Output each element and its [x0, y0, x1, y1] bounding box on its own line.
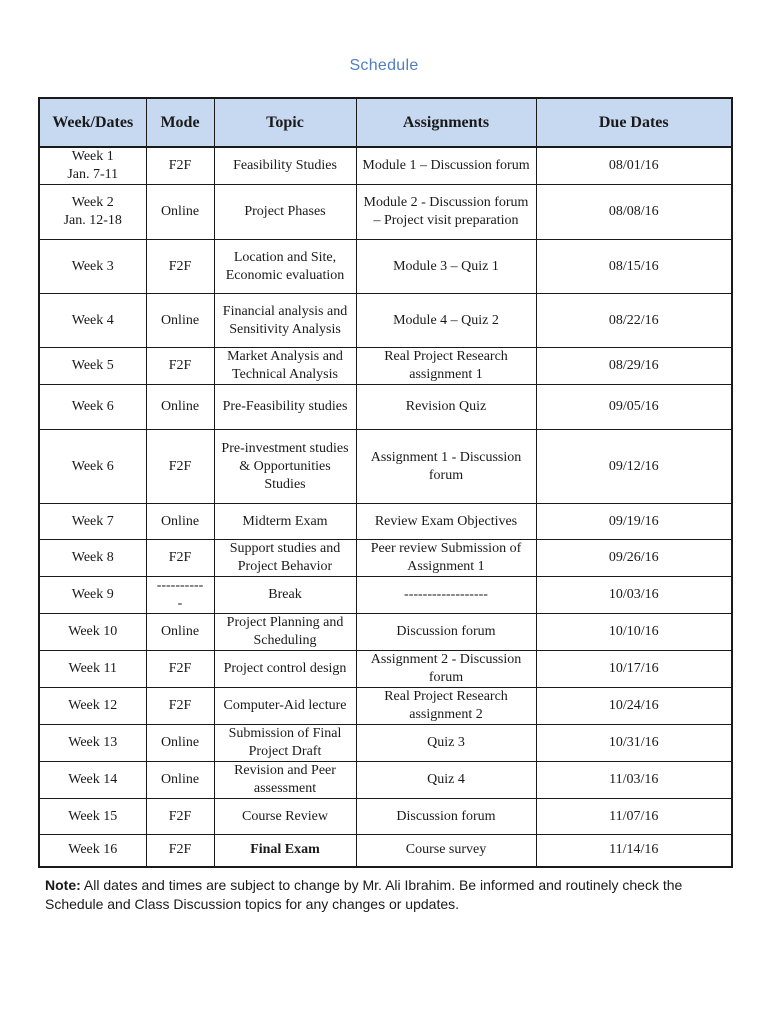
week-cell-text: Week 16	[68, 842, 118, 858]
mode-cell	[146, 504, 214, 540]
note-text: All dates and times are subject to change by Mr. Ali Ibrahim. Be informed and routinely check the Schedule and Class Discussion topics for any changes or updates.	[45, 877, 683, 912]
topic-cell-text: Break	[268, 587, 302, 602]
due-date-cell-text: 09/19/16	[608, 513, 659, 529]
due-date-cell	[536, 185, 732, 240]
mode-cell-text: Online	[160, 735, 200, 750]
week-cell-text: Week 6	[71, 399, 114, 414]
week-cell	[39, 614, 146, 651]
topic-cell-text: Final Exam	[250, 842, 320, 858]
week-cell	[39, 385, 146, 430]
assignment-cell	[356, 577, 536, 614]
week-cell-text: Week 13	[68, 735, 118, 750]
topic-cell	[214, 799, 356, 835]
week-cell	[39, 348, 146, 385]
topic-cell	[214, 725, 356, 762]
due-date-cell	[536, 385, 732, 430]
topic-cell	[214, 348, 356, 385]
topic-cell-text: Location and Site, Economic evaluation	[225, 249, 345, 283]
week-cell-text: Week 1 Jan. 7-11	[67, 149, 119, 182]
week-cell-text: Week 14	[68, 772, 118, 787]
mode-cell-text: F2F	[168, 661, 192, 676]
table-row	[39, 240, 732, 294]
due-date-cell	[536, 688, 732, 725]
mode-cell-text: F2F	[168, 842, 192, 858]
mode-cell-text: F2F	[168, 258, 192, 274]
assignment-cell-text: Module 2 - Discussion forum – Project visit preparation	[363, 195, 529, 228]
mode-cell-text: F2F	[168, 698, 192, 713]
schedule-body	[39, 147, 732, 867]
mode-cell	[146, 240, 214, 294]
week-cell	[39, 294, 146, 348]
mode-cell-text: F2F	[168, 458, 192, 474]
assignment-cell	[356, 651, 536, 688]
week-cell-text: Week 9	[71, 587, 114, 602]
assignment-cell-text: Quiz 3	[427, 735, 465, 750]
note-label: Note:	[45, 877, 81, 893]
assignment-cell	[356, 614, 536, 651]
due-date-cell	[536, 147, 732, 185]
topic-cell	[214, 688, 356, 725]
assignment-cell	[356, 147, 536, 185]
due-date-cell	[536, 348, 732, 385]
due-date-cell	[536, 835, 732, 867]
topic-cell	[214, 540, 356, 577]
table-row	[39, 799, 732, 835]
assignment-cell-text: Module 1 – Discussion forum	[362, 158, 530, 173]
week-cell	[39, 688, 146, 725]
table-row	[39, 762, 732, 799]
mode-cell-text: Online	[160, 204, 200, 219]
mode-cell	[146, 614, 214, 651]
due-date-cell-text: 10/24/16	[608, 698, 659, 713]
column-header-due-dates: Due Dates	[536, 98, 732, 147]
assignment-cell	[356, 725, 536, 762]
topic-cell	[214, 185, 356, 240]
topic-cell	[214, 385, 356, 430]
week-cell	[39, 147, 146, 185]
due-date-cell-text: 08/01/16	[608, 158, 659, 173]
due-date-cell-text: 08/22/16	[608, 312, 659, 328]
topic-cell-text: Financial analysis and Sensitivity Analysis	[222, 303, 348, 337]
topic-cell	[214, 504, 356, 540]
mode-cell	[146, 688, 214, 725]
topic-cell	[214, 294, 356, 348]
week-cell	[39, 504, 146, 540]
table-row	[39, 294, 732, 348]
week-cell-text: Week 7	[71, 513, 114, 529]
mode-cell	[146, 185, 214, 240]
assignment-cell-text: Review Exam Objectives	[374, 513, 518, 529]
mode-cell-text: F2F	[168, 808, 192, 824]
due-date-cell	[536, 762, 732, 799]
due-date-cell	[536, 651, 732, 688]
mode-cell	[146, 835, 214, 867]
mode-cell-text: Online	[160, 772, 200, 787]
topic-cell-text: Submission of Final Project Draft	[228, 726, 342, 759]
due-date-cell-text: 10/10/16	[608, 624, 659, 639]
week-cell-text: Week 3	[71, 258, 114, 274]
assignment-cell-text: Module 3 – Quiz 1	[393, 258, 499, 274]
topic-cell-text: Pre-investment studies & Opportunities Studies	[221, 440, 349, 492]
assignment-cell	[356, 540, 536, 577]
due-date-cell-text: 11/03/16	[609, 772, 659, 787]
mode-cell	[146, 651, 214, 688]
assignment-cell	[356, 504, 536, 540]
assignment-cell-text: ------------------	[404, 587, 488, 602]
assignment-cell	[356, 799, 536, 835]
table-row	[39, 504, 732, 540]
table-row	[39, 147, 732, 185]
mode-cell-text: F2F	[168, 358, 192, 373]
due-date-cell-text: 10/17/16	[608, 661, 659, 676]
assignment-cell	[356, 835, 536, 867]
mode-cell	[146, 540, 214, 577]
table-row	[39, 540, 732, 577]
topic-cell	[214, 651, 356, 688]
assignment-cell	[356, 430, 536, 504]
mode-cell-text: Online	[160, 399, 200, 414]
due-date-cell-text: 09/05/16	[608, 399, 659, 414]
week-cell	[39, 577, 146, 614]
due-date-cell	[536, 240, 732, 294]
week-cell	[39, 430, 146, 504]
topic-cell	[214, 614, 356, 651]
mode-cell	[146, 430, 214, 504]
due-date-cell	[536, 725, 732, 762]
due-date-cell-text: 11/07/16	[609, 808, 659, 824]
due-date-cell	[536, 577, 732, 614]
due-date-cell-text: 08/29/16	[608, 358, 659, 373]
week-cell	[39, 835, 146, 867]
assignment-cell-text: Module 4 – Quiz 2	[393, 312, 499, 328]
assignment-cell-text: Discussion forum	[396, 808, 496, 824]
topic-cell	[214, 430, 356, 504]
mode-cell	[146, 385, 214, 430]
assignment-cell-text: Peer review Submission of Assignment 1	[370, 541, 522, 574]
due-date-cell	[536, 614, 732, 651]
topic-cell-text: Course Review	[242, 808, 328, 824]
due-date-cell-text: 08/15/16	[608, 258, 659, 274]
table-row	[39, 348, 732, 385]
week-cell-text: Week 6	[71, 458, 114, 474]
assignment-cell-text: Course survey	[405, 842, 487, 858]
table-row	[39, 651, 732, 688]
topic-cell-text: Project Planning and Scheduling	[226, 615, 344, 648]
table-row	[39, 688, 732, 725]
mode-cell	[146, 799, 214, 835]
due-date-cell-text: 11/14/16	[609, 842, 659, 858]
topic-cell	[214, 147, 356, 185]
mode-cell	[146, 762, 214, 799]
assignment-cell-text: Real Project Research assignment 1	[384, 349, 508, 382]
mode-cell	[146, 725, 214, 762]
mode-cell-text: Online	[160, 513, 200, 529]
table-row	[39, 577, 732, 614]
topic-cell-text: Revision and Peer assessment	[234, 763, 336, 796]
column-header-topic: Topic	[214, 98, 356, 147]
table-row	[39, 430, 732, 504]
assignment-cell	[356, 385, 536, 430]
schedule-table	[38, 97, 733, 868]
due-date-cell-text: 10/03/16	[608, 587, 659, 602]
table-row	[39, 185, 732, 240]
week-cell-text: Week 11	[68, 661, 117, 676]
week-cell	[39, 240, 146, 294]
due-date-cell	[536, 294, 732, 348]
topic-cell-text: Market Analysis and Technical Analysis	[227, 349, 343, 382]
column-header-week: Week/Dates	[39, 98, 146, 147]
topic-cell-text: Support studies and Project Behavior	[229, 541, 341, 574]
table-row	[39, 835, 732, 867]
assignment-cell	[356, 348, 536, 385]
table-row	[39, 385, 732, 430]
week-cell-text: Week 2 Jan. 12-18	[63, 195, 122, 228]
header-row	[39, 98, 732, 147]
assignment-cell	[356, 294, 536, 348]
topic-cell-text: Feasibility Studies	[233, 158, 337, 173]
assignment-cell-text: Discussion forum	[396, 624, 496, 639]
assignment-cell-text: Revision Quiz	[405, 399, 487, 414]
week-cell	[39, 799, 146, 835]
week-cell-text: Week 8	[71, 550, 114, 565]
topic-cell-text: Computer-Aid lecture	[223, 698, 347, 713]
table-row	[39, 614, 732, 651]
topic-cell-text: Project control design	[223, 661, 347, 676]
due-date-cell-text: 08/08/16	[608, 204, 659, 219]
week-cell	[39, 762, 146, 799]
assignment-cell-text: Assignment 1 - Discussion forum	[370, 449, 522, 483]
topic-cell-text: Pre-Feasibility studies	[222, 399, 348, 414]
page-title: Schedule	[349, 57, 419, 74]
due-date-cell	[536, 430, 732, 504]
topic-cell	[214, 240, 356, 294]
due-date-cell	[536, 504, 732, 540]
mode-cell	[146, 147, 214, 185]
mode-cell-text: F2F	[168, 550, 192, 565]
week-cell-text: Week 12	[68, 698, 118, 713]
assignment-cell-text: Assignment 2 - Discussion forum	[370, 652, 522, 685]
topic-cell	[214, 835, 356, 867]
mode-cell-text: ---------- -	[156, 578, 204, 611]
due-date-cell	[536, 540, 732, 577]
mode-cell-text: F2F	[168, 158, 192, 173]
mode-cell-text: Online	[160, 624, 200, 639]
assignment-cell	[356, 240, 536, 294]
assignment-cell-text: Real Project Research assignment 2	[384, 689, 508, 722]
week-cell	[39, 651, 146, 688]
topic-cell	[214, 577, 356, 614]
footnote	[45, 876, 735, 914]
week-cell	[39, 725, 146, 762]
week-cell-text: Week 4	[71, 312, 114, 328]
topic-cell-text: Midterm Exam	[242, 513, 328, 529]
week-cell-text: Week 10	[68, 624, 118, 639]
topic-cell-text: Project Phases	[244, 204, 326, 219]
week-cell	[39, 540, 146, 577]
due-date-cell	[536, 799, 732, 835]
due-date-cell-text: 09/26/16	[608, 550, 659, 565]
due-date-cell-text: 10/31/16	[608, 735, 659, 750]
mode-cell	[146, 577, 214, 614]
topic-cell	[214, 762, 356, 799]
assignment-cell	[356, 762, 536, 799]
due-date-cell-text: 09/12/16	[608, 458, 659, 474]
mode-cell-text: Online	[160, 312, 200, 328]
assignment-cell	[356, 688, 536, 725]
assignment-cell-text: Quiz 4	[427, 772, 465, 787]
assignment-cell	[356, 185, 536, 240]
column-header-mode: Mode	[146, 98, 214, 147]
table-row	[39, 725, 732, 762]
column-header-assignments: Assignments	[356, 98, 536, 147]
mode-cell	[146, 348, 214, 385]
week-cell-text: Week 15	[68, 808, 118, 824]
mode-cell	[146, 294, 214, 348]
week-cell	[39, 185, 146, 240]
week-cell-text: Week 5	[71, 358, 114, 373]
